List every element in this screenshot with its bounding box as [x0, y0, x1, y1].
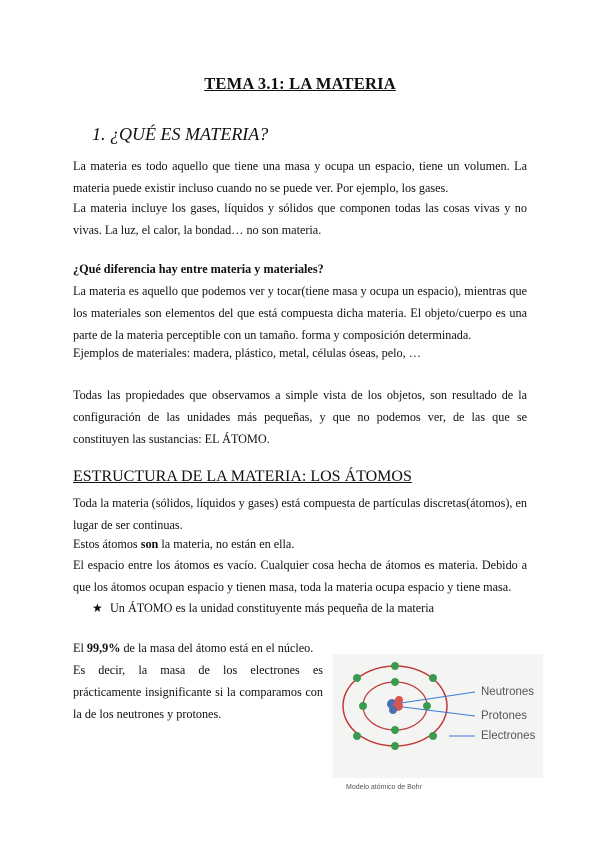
electron — [391, 678, 399, 686]
section-heading-estructura: ESTRUCTURA DE LA MATERIA: LOS ÁTOMOS — [73, 468, 412, 485]
electron — [353, 732, 361, 740]
nucleus-neutron — [389, 706, 397, 714]
electron — [391, 726, 399, 734]
electron — [359, 702, 367, 710]
electron — [423, 702, 431, 710]
label-neutrones: Neutrones — [481, 686, 535, 698]
electron — [391, 742, 399, 750]
paragraph-examples: Ejemplos de materiales: madera, plástico, metal, células óseas, pelo, … — [73, 346, 421, 360]
figure-caption: Modelo atómico de Bohr — [346, 784, 422, 791]
star-bullet-icon: ★ — [92, 601, 103, 615]
electron — [353, 674, 361, 682]
paragraph-definition: La materia es todo aquello que tiene una masa y ocupa un espacio, tiene un volumen. La materia puede existir incluso cuando no se puede ver. Por ejemplo, los gases. — [73, 159, 527, 195]
bullet-item: ★ Un ÁTOMO es la unidad constituyente más pequeña de la materia — [92, 597, 434, 619]
pointer-neutrones — [401, 692, 475, 703]
paragraph-particulas: Toda la materia (sólidos, líquidos y gases) está compuesta de partículas discretas(átomos), en lugar de ser continuas. — [73, 496, 528, 532]
label-electrones: Electrones — [481, 730, 536, 742]
paragraph-son-materia: Estos átomos son la materia, no están en ella. — [73, 537, 295, 551]
electron — [429, 674, 437, 682]
paragraph-materia-vs-materiales: La materia es aquello que podemos ver y tocar(tiene masa y ocupa un espacio), mientras que los materiales son elementos del que está compuesta dicha materia. El objeto/cuerpo es una parte de la materia perceptible con un tamaño. forma y composición determinada. — [73, 284, 527, 342]
paragraph-espacio-vacio: El espacio entre los átomos es vacío. Cualquier cosa hecha de átomos es materia. Debido a que los átomos ocupan espacio y tienen masa, toda la materia ocupa espacio y tiene masa. — [73, 558, 527, 594]
section-heading-que-es-materia: 1. ¿QUÉ ES MATERIA? — [92, 124, 269, 144]
paragraph-includes: La materia incluye los gases, líquidos y sólidos que componen todas las cosas vivas y no vivas. La luz, el calor, la bondad… no son materia. — [73, 201, 527, 237]
paragraph-nucleo: El 99,9% de la masa del átomo está en el núcleo. Es decir, la masa de los electrones es prácticamente insignificante si la comparamos con la de los neutrones y protones. — [73, 641, 323, 721]
electron — [429, 732, 437, 740]
page-title: TEMA 3.1: LA MATERIA — [204, 74, 396, 93]
pointer-protones — [403, 707, 475, 716]
paragraph-atomo: Todas las propiedades que observamos a simple vista de los objetos, son resultado de la configuración de las unidades más pequeñas, y que no podemos ver, de las que se constituyen las sustancias: EL ÁTOMO. — [73, 388, 527, 446]
question-heading: ¿Qué diferencia hay entre materia y materiales? — [73, 262, 324, 276]
label-protones: Protones — [481, 710, 528, 722]
electron — [391, 662, 399, 670]
bohr-atom-figure — [333, 654, 543, 778]
